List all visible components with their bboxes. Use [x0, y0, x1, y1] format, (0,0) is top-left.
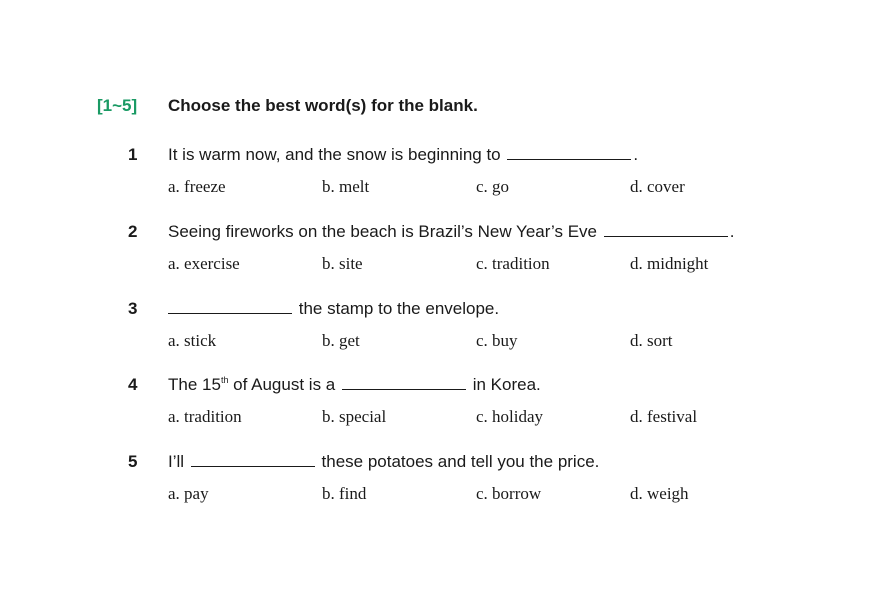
option-d[interactable]: d. midnight: [630, 254, 709, 273]
option-d[interactable]: d. weigh: [630, 484, 689, 503]
question-text-before: It is warm now, and the snow is beginning to: [168, 145, 501, 164]
question-number: 3: [128, 299, 138, 318]
instruction-text: Choose the best word(s) for the blank.: [168, 96, 478, 115]
question-text-before-rest: of August is a: [228, 375, 336, 394]
question-text-after: the stamp to the envelope.: [298, 299, 500, 318]
question-text-after: these potatoes and tell you the price.: [321, 452, 600, 471]
question-number: 2: [128, 222, 138, 241]
option-a[interactable]: a. freeze: [168, 177, 226, 196]
question-text-before: The 15: [168, 375, 221, 394]
option-a[interactable]: a. tradition: [168, 407, 242, 426]
question-range: [1~5]: [97, 96, 138, 115]
question-text-after: .: [633, 145, 639, 164]
answer-blank[interactable]: [191, 452, 315, 467]
option-a[interactable]: a. stick: [168, 331, 217, 350]
question-number: 5: [128, 452, 138, 471]
question-text: [168, 145, 638, 165]
question-text-after: .: [729, 222, 735, 241]
instruction-row: [97, 96, 478, 120]
question-5: [128, 452, 828, 504]
question-3: [128, 299, 828, 351]
option-c[interactable]: c. borrow: [476, 484, 542, 503]
ordinal-suffix: th: [220, 375, 229, 385]
option-b[interactable]: b. melt: [322, 177, 370, 196]
question-2: [128, 222, 828, 274]
question-1: [128, 145, 828, 197]
question-text-before: I’ll: [168, 452, 185, 471]
question-text: [168, 452, 599, 472]
option-a[interactable]: a. pay: [168, 484, 209, 503]
question-number: 1: [128, 145, 138, 164]
question-text: [168, 222, 734, 242]
question-4: [128, 375, 828, 427]
answer-blank[interactable]: [168, 299, 292, 314]
options-row: [168, 177, 828, 197]
question-text-after: in Korea.: [472, 375, 541, 394]
option-b[interactable]: b. find: [322, 484, 367, 503]
options-row: [168, 484, 828, 504]
option-c[interactable]: c. go: [476, 177, 510, 196]
question-text: [168, 375, 541, 395]
question-text-before: Seeing fireworks on the beach is Brazil’s New Year’s Eve: [168, 222, 598, 241]
option-b[interactable]: b. site: [322, 254, 363, 273]
question-text: [168, 299, 499, 319]
question-number: 4: [128, 375, 138, 394]
options-row: [168, 331, 828, 351]
option-a[interactable]: a. exercise: [168, 254, 240, 273]
options-row: [168, 254, 828, 274]
option-b[interactable]: b. get: [322, 331, 360, 350]
option-c[interactable]: c. tradition: [476, 254, 550, 273]
answer-blank[interactable]: [342, 375, 466, 390]
option-d[interactable]: d. festival: [630, 407, 698, 426]
answer-blank[interactable]: [604, 222, 728, 237]
option-d[interactable]: d. cover: [630, 177, 685, 196]
option-c[interactable]: c. buy: [476, 331, 518, 350]
option-c[interactable]: c. holiday: [476, 407, 544, 426]
option-d[interactable]: d. sort: [630, 331, 673, 350]
options-row: [168, 407, 828, 427]
option-b[interactable]: b. special: [322, 407, 387, 426]
answer-blank[interactable]: [507, 145, 631, 160]
